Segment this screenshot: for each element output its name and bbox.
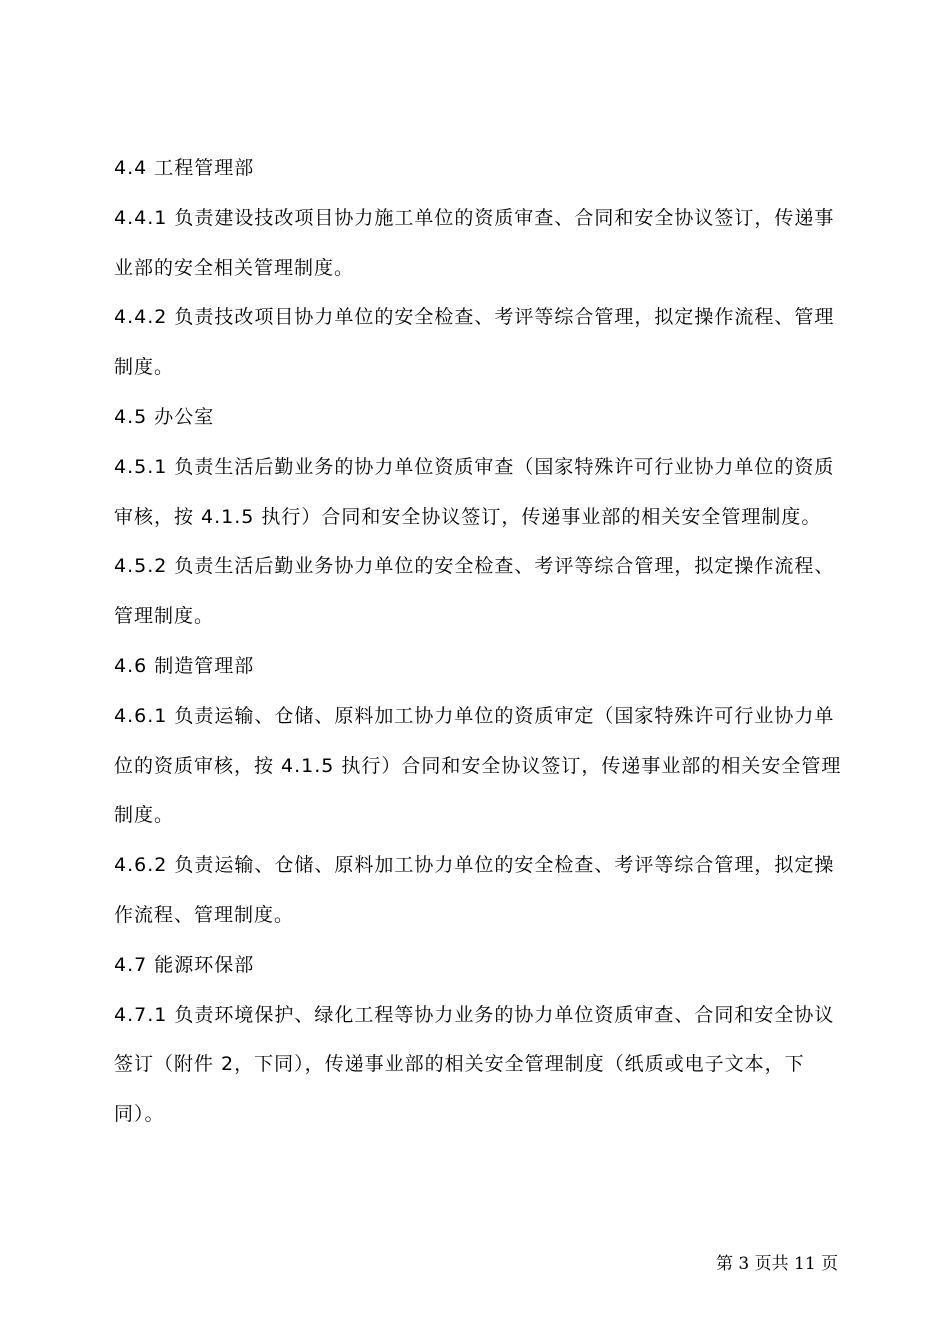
page-number-footer: 第 3 页共 11 页 <box>716 1254 839 1274</box>
section-heading-4-6: 4.6 制造管理部 <box>114 654 255 677</box>
paragraph-4-6-1: 4.6.1 负责运输、仓储、原料加工协力单位的资质审定（国家特殊许可行业协力单位的资质审核，按 4.1.5 执行）合同和安全协议签订，传递事业部的相关安全管理制度。 <box>114 704 842 827</box>
section-heading-4-4: 4.4 工程管理部 <box>114 157 255 179</box>
paragraph-4-6-2: 4.6.2 负责运输、仓储、原料加工协力单位的安全检查、考评等综合管理，拟定操作流程、管理制度。 <box>114 854 835 926</box>
paragraph-4-4-2: 4.4.2 负责技改项目协力单位的安全检查、考评等综合管理，拟定操作流程、管理制度。 <box>114 306 835 379</box>
section-heading-4-7: 4.7 能源环保部 <box>114 953 255 976</box>
paragraph-4-4-1: 4.4.1 负责建设技改项目协力施工单位的资质审查、合同和安全协议签订，传递事业部的安全相关管理制度。 <box>114 206 835 279</box>
paragraph-4-5-2: 4.5.2 负责生活后勤业务协力单位的安全检查、考评等综合管理，拟定操作流程、管理制度。 <box>114 555 835 628</box>
paragraph-4-5-1: 4.5.1 负责生活后勤业务的协力单位资质审查（国家特殊许可行业协力单位的资质审核，按 4.1.5 执行）合同和安全协议签订，传递事业部的相关安全管理制度。 <box>114 455 835 528</box>
paragraph-4-7-1: 4.7.1 负责环境保护、绿化工程等协力业务的协力单位资质审查、合同和安全协议签订（附件 2，下同），传递事业部的相关安全管理制度（纸质或电子文本，下同）。 <box>114 1003 835 1126</box>
section-heading-4-5: 4.5 办公室 <box>114 405 215 428</box>
document-body <box>114 144 854 1140</box>
